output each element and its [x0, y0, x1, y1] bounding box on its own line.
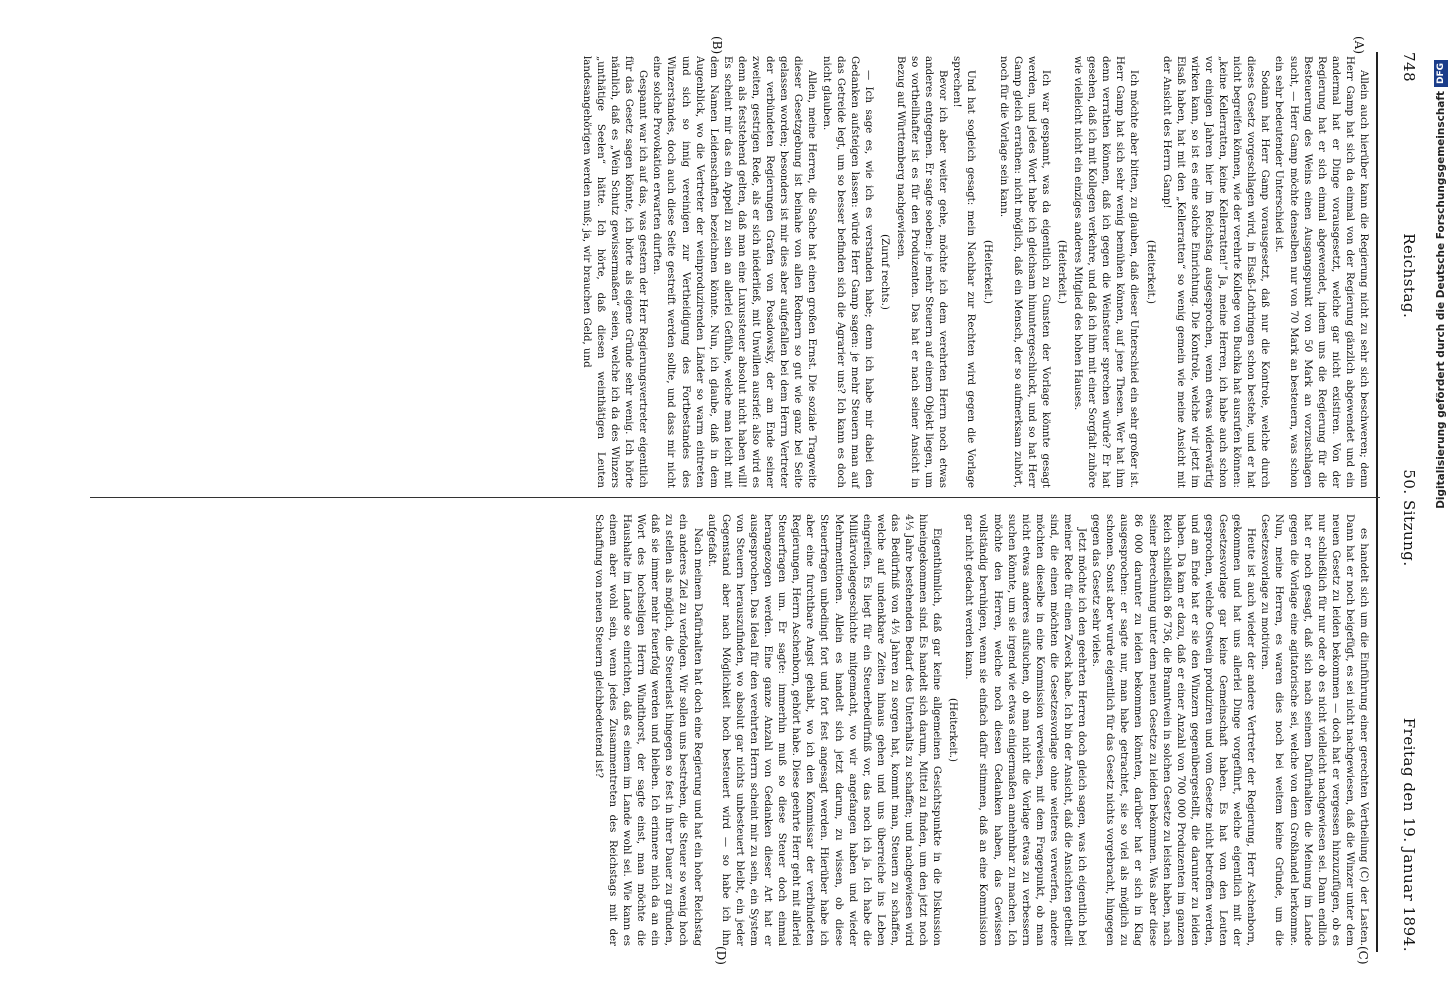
interjection: (Zuruf rechts.)	[878, 234, 890, 310]
interjection: (Heiterkeit.)	[947, 698, 959, 762]
paragraph: Heute ist auch wieder der andere Vertreter der Regierung, Herr Aschenborn, gekommen und hat uns allerlei Dinge vorgeführt, welche eigentlich mit der Gesetzesvorlage gar keine Gemeinschaft haben. Es hat von den Leuten gesprochen, welche Ostwein produziren und vom Gesetze nicht betroffen werden, und am Ende hat er sie den Winzern gegenübergestellt, die darunter zu leiden haben. Da kam er dazu, daß er einer Anzahl von 700 000 Produzenten im ganzen Reich schließlich 86 736, die Branntwein in solchen Gesetze zu leisten haben, nach seiner Berechnung unter dem neuen Gesetze zu leiden bekommen. Was aber diese 86 000 darunter zu leiden bekommen könnten, darüber hat er sich in Klag ausgesprochen: er sagte nur, man habe getrachtet, sie so viel als möglich zu schonen. Sonst aber wurde eigentlich für das Gesetz nichts vorgebracht, hingegen gegen das Gesetz sehr vieles.	[1090, 514, 1257, 946]
paragraph: es handelt sich um die Einführung einer gerechten Vertheilung (C) der Lasten. Dann hat er noch beigefügt, es sei nicht nachgewiesen, daß die Winzer unter dem neuen Gesetz zu leiden bekommen — doch hat er vergessen hinzuzufügen, ob es nur schließlich für nur oder ob es nicht vielleicht nachgewiesen sei. Dann endlich hat er noch gesagt, daß sich nach seinem Dafürhalten die Meinung im Lande gegen die Vorlage eine agitatorische sei, welche von dem Großhandel herkomme. Nun, meine Herren, es waren dies noch bei weitem keine Gründe, um die Gesetzesvorlage zu motiviren.	[1259, 514, 1369, 946]
right-column	[100, 514, 1370, 946]
paragraph: Bevor ich aber weiter gehe, möchte ich dem verehrten Herrn noch etwas anderes entgegnen. Er sagte soeben: je mehr Steuern auf einem Objekt liegen, um so vortheilhafter ist es für den Produzenten. Das hat er nach seiner Ansicht in Bezug auf Württemberg nachgewiesen.	[895, 56, 949, 488]
dfg-logo: DFG	[1434, 60, 1448, 87]
paragraph: Jetzt möchte ich den geehrten Herren doch gleich sagen, was ich eigentlich bei meiner Rede für einen Zweck habe. Ich bin der Ansicht, daß die Ansichten getheilt sind, die einen möchten die Gesetzesvorlage ohne weiteres verwerfen, andere möchten dieselbe in eine Kommission verweisen, mit dem Fragepunkt, ob man nicht etwas anderes aufsuchen, ob man nicht die Vorlage etwas zu verbessern suchen könnte, um sie irgend wie etwas einigermaßen annehmbar zu machen. Ich möchte den Herren, welche noch diesen Gedanken haben, das Gewissen vollständig beruhigen, wenn sie einfach dafür stimmen, daß an eine Kommission gar nicht gedacht werden kann.	[963, 514, 1088, 946]
paragraph: Eigenthümlich, daß gar keine allgemeinen Gesichtspunkte in die Diskussion hineingekommen sind. Es handelt sich darum, Mittel zu finden, um den jetzt noch 4⅓ Jahre bestehenden Bedarf des Unterhalts zu schaffen; und nachgewiesen wird das Bedürfniß von 4⅓ Jahren zu sorgen hat, kommt man, Steuern zu schaffen, welche auf undenkbare Zeiten hinaus gehen und uns überreiche ins Leben eingreifen. Es liegt für ein Steuerbedürfniß vor, das noch ich ja. Ich habe die Militärvorlagegeschichte mitgemacht, wo wir angefangen haben und wieder Mehrmenttionen. Allein es handelt sich jetzt darum, zu wissen, ob diese Steuerfragen unbedingt fort und fort fest angesagt werden. Hierüber habe ich aber eine furchtbare Angst gehabt, wo ich den Kommissar der verbündeten Regierungen, Herrn Aschenborn, gehört habe. Diese geehrte Herr geht mit allerlei Steuerfragen um. Er sagte: immerhin muß so diese Steuer doch einmal herangezogen werden. Eine ganze Anzahl von Gedanken dieser Art hat er ausgesprochen. Das Ideal für den verehrten Herrn scheint mir zu sein, ein System von Steuern herauszufinden, wo absolut gar nichts unbesteuert bleibt, ein jeder Gegenstand aber nach Möglichkeit hoch besteuert wird — so habe ich ihn aufgefaßt.	[705, 514, 943, 946]
margin-marker-b: (B)	[710, 36, 724, 55]
page-number: 748	[1400, 52, 1418, 83]
paragraph: Allein auch hierüber kann die Regierung nicht zu sehr sich beschweren; denn Herr Gamp hat sich da einmal von der Regierung gänzlich abgewendet und ein andermal hat er Dinge vorausgesetzt, welche gar nicht existiren. Von der Regierung hat er sich einmal abgewendet, indem uns die Regierung für die Besteuerung des Weins einen Ausgangspunkt von 50 Mark an vorzuschlagen sucht, — Herr Gamp möchte denselben nur von 70 Mark an besteuern, was schon ein sehr bedeutender Unterschied ist.	[1273, 56, 1369, 488]
margin-marker-c: (C)	[1356, 946, 1370, 965]
interjection: (Heiterkeit.)	[1056, 240, 1068, 304]
body-name: Reichstag.	[1400, 233, 1418, 319]
paragraph: Sodann hat Herr Gamp vorausgesetzt, daß nur die Kontrole, welche durch dieses Gesetz vorgeschlagen wird, in Elsaß-Lothringen schon bestehe, und er hat nicht begreifen können, wie der verehrte Kollege von Buchka hat ausrufen können: „keine Kellerratten, keine Kellerratten!“ Ja, meine Herren, ich habe auch schon vor einigen Jahren hier im Reichstag ausgesprochen, wenn etwas widerwärtig wirken kann, so ist es eine solche Einrichtung. Die Kontrole, welche wir jetzt im Elsaß haben, hat mit den „Kellerratten“ so wenig gemein wie meine Ansicht mit der Ansicht des Herrn Gamp!	[1160, 56, 1271, 488]
paragraph: Ich möchte aber bitten, zu glauben, daß dieser Unterschied ein sehr großer ist. Herr Gamp hat sich sehr wenig bemühen können, auf jene Thesen. Wer hat ihm denn verrathen können, daß ich gegen die Weinsteuer sprechen würde? Er hat gesehen, daß ich mit Kollegen verkehre, und daß ich ihm mit einer Sorgfalt zuhöre wie vielleicht nicht ein einziges anderes Mitglied des hohen Hauses.	[1072, 56, 1140, 488]
session-date: Freitag den 19. Januar 1894.	[1400, 717, 1418, 952]
interjection: (Heiterkeit.)	[1144, 240, 1156, 304]
interjection: (Heiterkeit.)	[981, 240, 993, 304]
paragraph: Und hat sogleich gesagt: mein Nachbar zur Rechten wird gegen die Vorlage sprechen!	[951, 56, 977, 488]
session-label: 50. Sitzung.	[1400, 469, 1418, 567]
paragraph: — Ich sage es, wie ich es verstanden habe; denn ich habe mir dabei den Gedanken aufsteigen lassen: würde Herr Gamp sagen: je mehr Steuern man auf das Getreide legt, um so besser befinden sich die Agrarier uns? Ich kann es doch nicht glauben.	[820, 56, 874, 488]
margin-marker-a: (A)	[1352, 36, 1366, 55]
paragraph: Allein, meine Herren, die Sache hat einen großen Ernst. Die soziale Tragweite dieser Gesetzgebung ist beinahe von allen Rednern so gut wie ganz bei Seite gelassen worden; besonders ist mir dies aber aufgefallen bei dem Herrn Vertreter der verbündeten Regierungen Grafen von Posadowsky, der am Ende seiner zweiten, gestrigen Rede, als er sich niederließ, mit Unwillen ausrief: also wird es denn als feststehend gelten, daß man eine Luxussteuer absolut nicht haben will! Es scheint mir das ein Appell zu sein an allerlei Gefühle, welche man leicht mit dem Namen Leidenschaften bezeichnen könnte. Nun, ich glaube, daß in dem Augenblick, wo die Vertreter der weinproduzirenden Länder so warm eintreten und sich so innig vereinigen zur Vertheidigung des Fortbestandes des Winzerstandes, doch auch diese Seite gestreift werden sollte, und dass mir nicht eine solche Provokation erwarten durften.	[651, 56, 818, 488]
margin-marker-d: (D)	[714, 946, 728, 965]
digitization-credit	[1404, 60, 1447, 980]
credit-text: Digitalisierung gefördert durch die Deutsche Forschungsgemeinschaft	[1435, 91, 1447, 509]
column-divider	[90, 497, 1380, 498]
paragraph: Ich war gespannt, was da eigentlich zu Gunsten der Vorlage könnte gesagt werden, und jedes Wort habe ich gleichsam hinuntergeschluckt, und so hat Herr Gamp gleich errathen: nicht möglich, daß ein Mensch, der so aufmerksam zuhört, noch für die Vorlage sein kann.	[997, 56, 1051, 488]
left-column	[100, 56, 1370, 488]
paragraph: Nach meinem Dafürhalten hat doch eine Regierung und hat ein hoher Reichstag ein anderes Ziel zu verfolgen. Wir sollen uns bestreben, die Steuer so wenig hoch zu stellen als möglich, die Steuerlast hingegen so fest in ihrer Dauer zu gründen, daß sie immer mehr feuerfolg werden und bleiben. Ich erinnere mich da an ein Wort des hochseligen Herrn Windthorst, der sagte einst, man möchte die Haushalte im Lande so einrichten, daß es einem im Lande wohl sei. Wie kann es einem aber wohl sein, wenn jedes Zusammentreten des Reichstags mit der Schaffung von neuen Steuern gleichbedeutend ist?	[592, 514, 703, 946]
paragraph: Gespannt war ich auf das, was gestern der Herr Regierungsvertreter eigentlich für das Gesetz sagen könnte, ich hörte als eigene Gründe sehr wenig. Ich hörte nämlich, daß es „Wein Schutz gewissermaßen“ seien, welche ich da des Winzers „unthätige Seelen“ hätte. Ich hörte, daß diesen weinthätigen Leuten landesangehörigen werden muß; ja, wir brauchen Geld, und	[580, 56, 649, 488]
